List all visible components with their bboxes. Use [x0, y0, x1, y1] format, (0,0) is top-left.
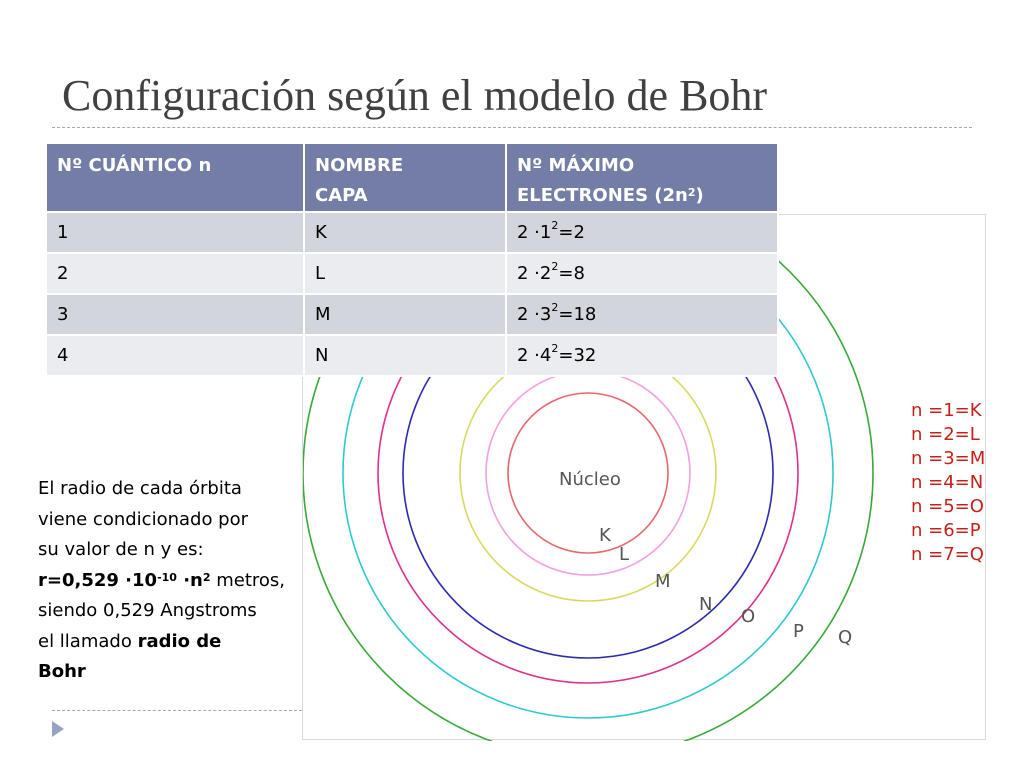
table-row: [46, 294, 778, 335]
orbit-label-p: P: [793, 621, 804, 642]
orbit-label-l: L: [619, 544, 630, 565]
para-line: el llamado radio de: [38, 630, 222, 652]
para-line: su valor de n y es:: [38, 539, 204, 560]
shell-table: [45, 142, 779, 377]
legend-item: n =4=N: [911, 472, 984, 493]
orbit-label-q: Q: [838, 627, 853, 648]
cell-n: 1: [46, 212, 304, 253]
nucleus-label: Núcleo: [559, 469, 621, 490]
table-row: [46, 253, 778, 294]
footer-divider: [52, 710, 302, 711]
para-line: siendo 0,529 Angstroms: [38, 600, 257, 621]
orbit-label-k: K: [599, 525, 611, 546]
legend-item: n =5=O: [911, 496, 984, 517]
para-line: El radio de cada órbita: [38, 478, 242, 499]
table-header-row: [46, 143, 778, 212]
bohr-radius-explanation: [38, 474, 323, 688]
orbit-label-n: N: [699, 594, 713, 615]
cell-max-electrons: $2 \cdot 3^2=18$: [506, 294, 778, 335]
cell-shell: M: [304, 294, 506, 335]
cell-shell: L: [304, 253, 506, 294]
title-divider: [52, 127, 972, 128]
shell-legend: [911, 399, 985, 567]
legend-item: n =3=M: [911, 448, 986, 469]
cell-max-electrons: $2 \cdot 2^2=8$: [506, 253, 778, 294]
cell-n: 4: [46, 335, 304, 376]
legend-item: n =7=Q: [911, 544, 984, 565]
table-row: [46, 335, 778, 376]
legend-item: n =1=K: [911, 400, 982, 421]
orbit-label-o: O: [741, 606, 756, 627]
cell-max-electrons: $2 \cdot 4^2=32$: [506, 335, 778, 376]
para-line: viene condicionado por: [38, 508, 249, 530]
table-row: [46, 212, 778, 253]
para-line: Bohr: [38, 661, 86, 682]
slide-title: Configuración según el modelo de Bohr: [62, 71, 768, 120]
bullet-triangle-icon: [52, 721, 64, 737]
bohr-formula: $r=0,529 \cdot 10^{-10} \cdot n^2$ metros,: [38, 569, 286, 591]
legend-item: n =6=P: [911, 520, 981, 541]
bohr-radius-term: radio de: [137, 630, 222, 652]
cell-n: 3: [46, 294, 304, 335]
header-quantum-number: Nº CUÁNTICO n: [46, 143, 304, 212]
cell-n: 2: [46, 253, 304, 294]
header-max-electrons: Nº MÁXIMO ELECTRONES $(2n^2)$: [506, 143, 778, 212]
header-shell-name: NOMBRE CAPA: [304, 143, 506, 212]
cell-shell: N: [304, 335, 506, 376]
legend-item: n =2=L: [911, 424, 980, 445]
cell-shell: K: [304, 212, 506, 253]
orbit-label-m: M: [655, 571, 671, 592]
cell-max-electrons: $2 \cdot 1^2=2$: [506, 212, 778, 253]
